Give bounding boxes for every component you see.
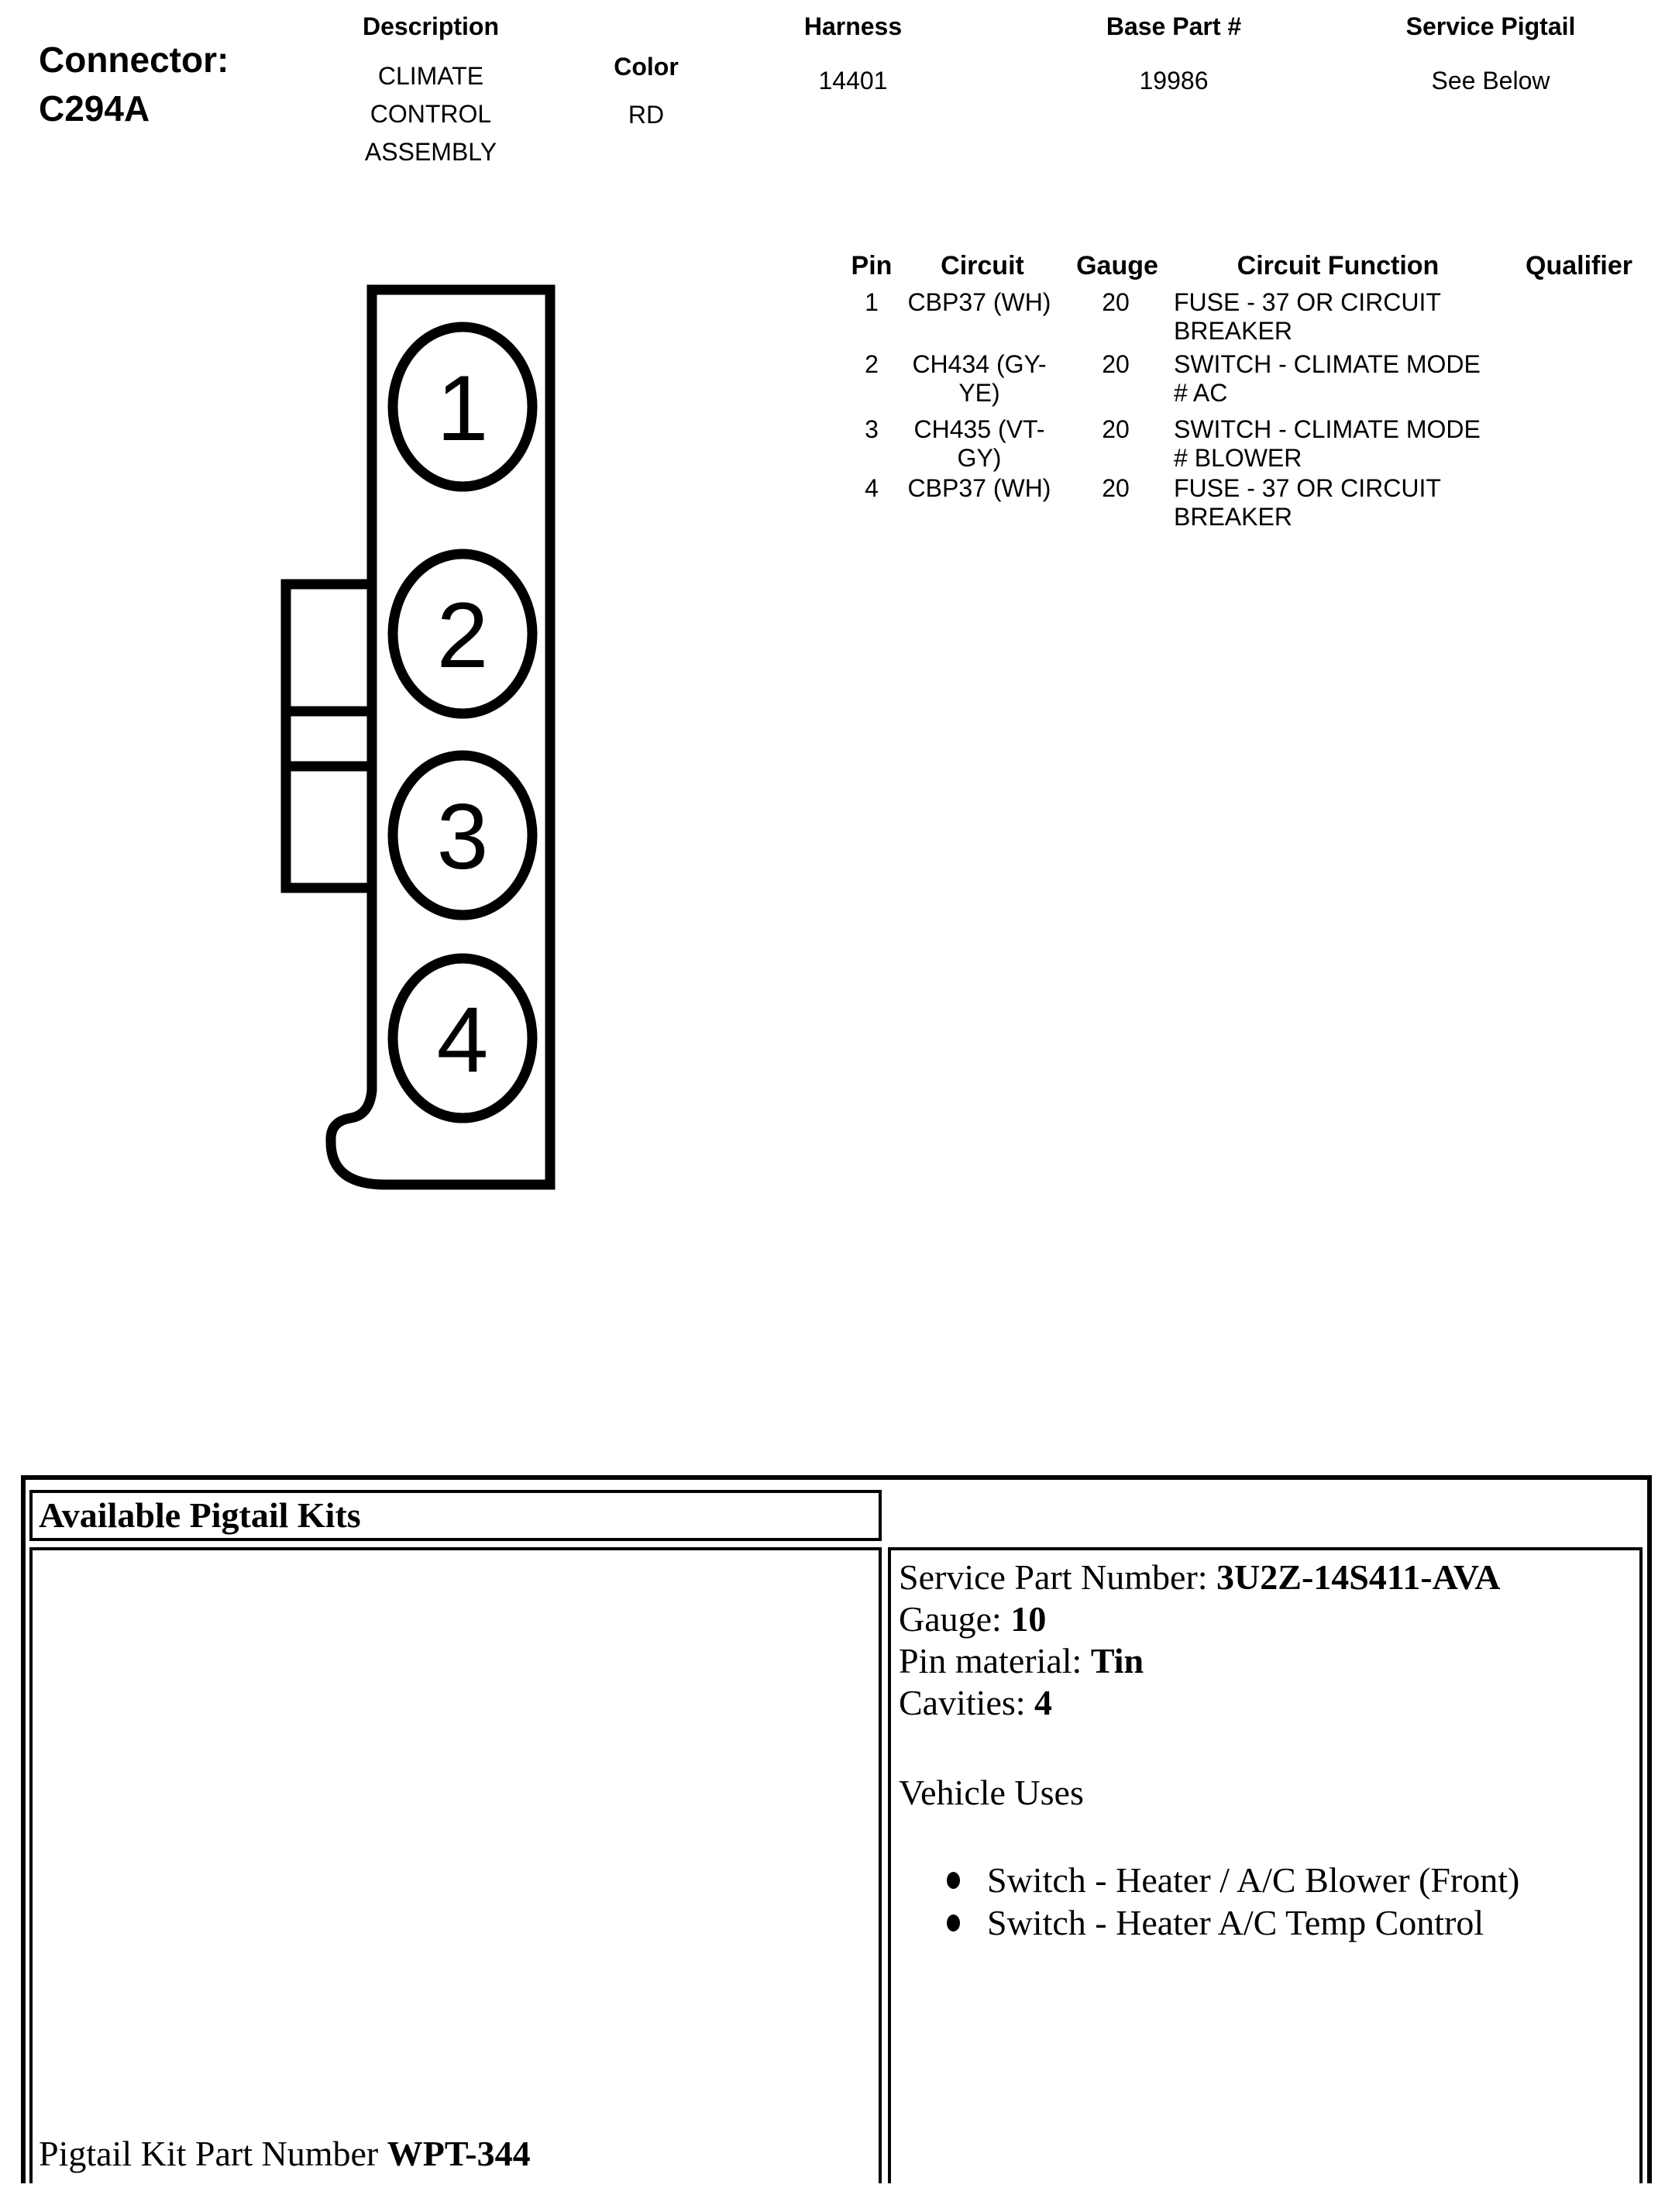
- pin-cell: 1: [865, 288, 879, 316]
- service-part-number-value: 3U2Z-14S411-AVA: [1216, 1557, 1501, 1597]
- pin-table-header-qualifier: Qualifier: [1526, 251, 1632, 280]
- service-part-number-label: Service Part Number:: [899, 1557, 1208, 1597]
- pigtail-kit-cell: [29, 1547, 882, 2183]
- service-part-number-line: [899, 1557, 1500, 1598]
- connector-title-label: Connector:: [39, 40, 229, 80]
- circuit-function-cell: FUSE - 37 OR CIRCUIT BREAKER: [1174, 288, 1441, 345]
- vehicle-use-item: Switch - Heater A/C Temp Control: [891, 1901, 1519, 1944]
- description-line-3: ASSEMBLY: [364, 138, 497, 166]
- cavities-line: [899, 1682, 1500, 1724]
- circuit-function-cell: SWITCH - CLIMATE MODE # BLOWER: [1174, 415, 1481, 472]
- pin-table-header-pin: Pin: [851, 251, 893, 280]
- pin-material-value: Tin: [1090, 1641, 1144, 1681]
- cavities-label: Cavities:: [899, 1683, 1026, 1722]
- gauge-line: [899, 1598, 1500, 1640]
- pin-cell: 2: [865, 350, 879, 378]
- circuit-cell: CBP37 (WH): [907, 288, 1051, 316]
- connector-side-tab: [286, 584, 372, 888]
- gauge-cell: 20: [1102, 350, 1130, 378]
- available-pigtail-kits-title: Available Pigtail Kits: [39, 1495, 361, 1535]
- service-pigtail-label: Service Pigtail: [1405, 12, 1576, 40]
- service-pigtail-value: See Below: [1431, 67, 1550, 95]
- gauge-cell: 20: [1102, 415, 1130, 443]
- service-part-cell: [888, 1547, 1643, 2183]
- pin-number-4: 4: [436, 988, 489, 1092]
- pin-material-label: Pin material:: [899, 1641, 1082, 1681]
- pin-cell: 4: [865, 474, 879, 502]
- description-label: Description: [362, 12, 500, 40]
- connector-id: C294A: [39, 88, 150, 129]
- cavities-value: 4: [1034, 1683, 1053, 1722]
- circuit-function-cell: SWITCH - CLIMATE MODE # AC: [1174, 350, 1481, 407]
- vehicle-uses-list: [891, 1859, 1519, 1944]
- pin-number-1: 1: [436, 356, 489, 460]
- pin-material-line: [899, 1640, 1500, 1682]
- harness-label: Harness: [803, 12, 903, 40]
- circuit-function-cell: FUSE - 37 OR CIRCUIT BREAKER: [1174, 474, 1441, 531]
- description-line-1: CLIMATE: [377, 62, 484, 90]
- gauge-value: 10: [1010, 1599, 1047, 1639]
- connector-face-diagram: [263, 271, 573, 1201]
- pin-table-header-circuit: Circuit: [941, 251, 1024, 280]
- pin-number-3: 3: [436, 785, 489, 889]
- vehicle-uses-title: Vehicle Uses: [899, 1773, 1084, 1812]
- circuit-cell: CH435 (VT- GY): [913, 415, 1045, 472]
- gauge-cell: 20: [1102, 288, 1130, 316]
- gauge-cell: 20: [1102, 474, 1130, 502]
- description-value: [365, 57, 497, 171]
- pigtail-kit-part-number-line: [39, 2133, 531, 2174]
- gauge-label: Gauge:: [899, 1599, 1002, 1639]
- base-part-value: 19986: [1139, 67, 1209, 95]
- color-label: Color: [614, 53, 679, 81]
- description-line-2: CONTROL: [370, 100, 492, 128]
- pin-cell: 3: [865, 415, 879, 443]
- pin-table-header-function: Circuit Function: [1237, 251, 1440, 280]
- pin-number-2: 2: [436, 583, 489, 687]
- available-pigtail-kits-box: [29, 1490, 882, 1541]
- service-part-details: [899, 1557, 1500, 1724]
- circuit-cell: CH434 (GY- YE): [912, 350, 1047, 407]
- color-value: RD: [628, 101, 665, 129]
- vehicle-use-item: Switch - Heater / A/C Blower (Front): [891, 1859, 1519, 1901]
- harness-value: 14401: [818, 67, 888, 95]
- connector-title: [39, 36, 229, 133]
- pin-table-header-gauge: Gauge: [1076, 251, 1158, 280]
- circuit-cell: CBP37 (WH): [907, 474, 1051, 502]
- base-part-label: Base Part #: [1106, 12, 1242, 40]
- pigtail-kit-part-number-label: Pigtail Kit Part Number: [39, 2134, 379, 2173]
- pigtail-kit-part-number-value: WPT-344: [387, 2134, 531, 2173]
